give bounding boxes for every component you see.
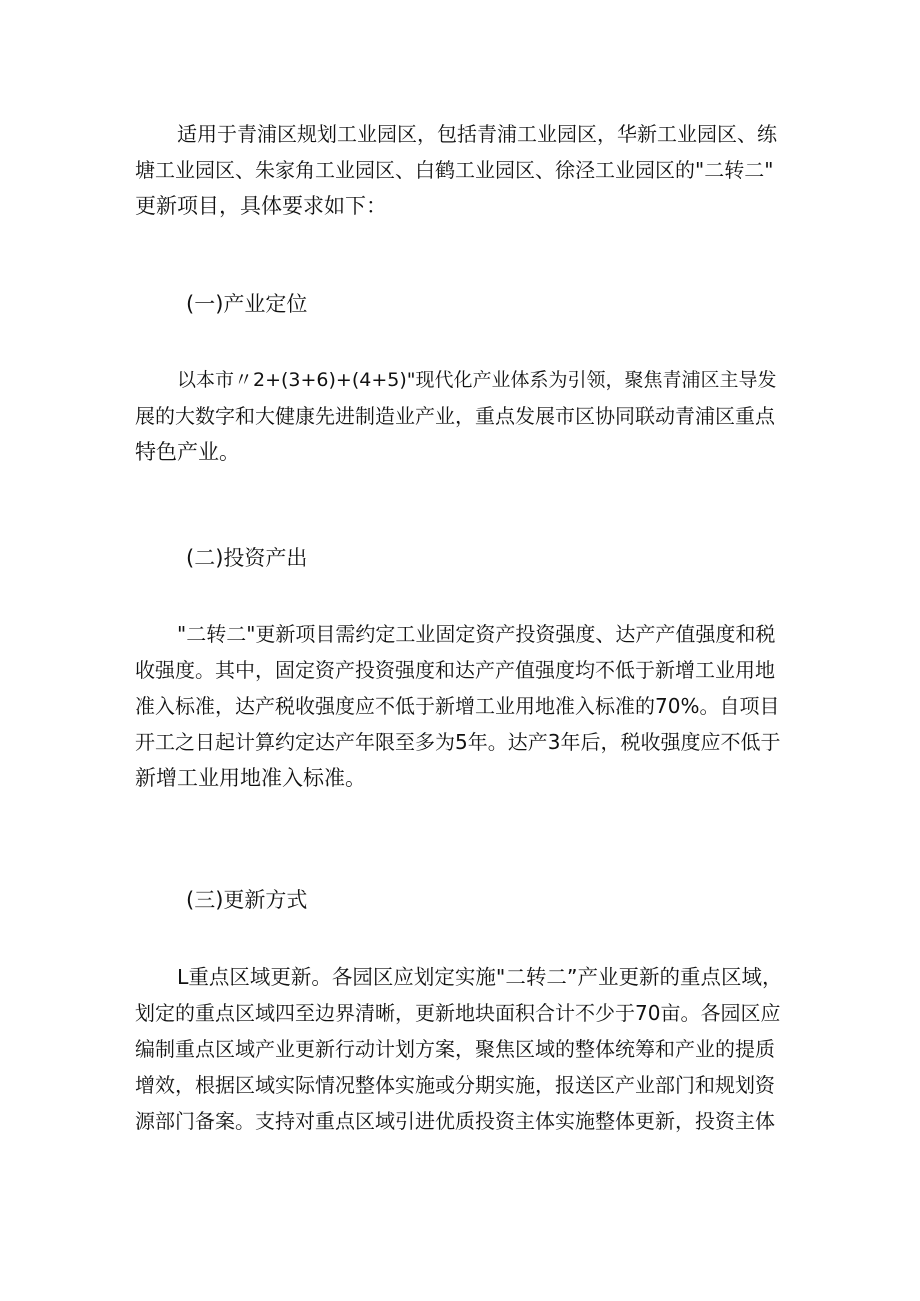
text-line: 新增工业用地准入标准。 (135, 766, 366, 790)
paragraph-investment-output (135, 616, 785, 796)
paragraph-scope (135, 116, 785, 224)
text-line: 增效，根据区域实际情况整体实施或分期实施，报送区产业部门和规划资 (135, 1073, 775, 1097)
text-line: 展的大数字和大健康先进制造业产业，重点发展市区协同联动青浦区重点 (135, 404, 775, 428)
text-line: 特色产业。 (135, 440, 240, 464)
paragraph-update-method (135, 959, 785, 1139)
text-line: 划定的重点区域四至边界清晰，更新地块面积合计不少于70亩。各园区应 (135, 1001, 781, 1025)
paragraph-industry-positioning (135, 362, 785, 470)
text-line: 收强度。其中，固定资产投资强度和达产产值强度均不低于新增工业用地 (135, 658, 775, 682)
text-line: 源部门备案。支持对重点区域引进优质投资主体实施整体更新，投资主体 (135, 1109, 775, 1133)
section-heading-investment-output: (二)投资产出 (186, 546, 308, 570)
text-line: L重点区域更新。各园区应划定实施"二转二”产业更新的重点区域， (177, 965, 783, 989)
text-line: 以本市〃2+(3+6)+(4+5)"现代化产业体系为引领，聚焦青浦区主导发 (177, 369, 777, 391)
text-line: 准入标准，达产税收强度应不低于新增工业用地准入标准的70%。自项目 (135, 694, 780, 718)
text-line: 编制重点区域产业更新行动计划方案，聚焦区域的整体统筹和产业的提质 (135, 1037, 775, 1061)
text-line: 适用于青浦区规划工业园区，包括青浦工业园区，华新工业园区、练 (177, 122, 777, 146)
section-heading-industry-positioning: (一)产业定位 (186, 292, 308, 316)
text-line: 开工之日起计算约定达产年限至多为5年。达产3年后，税收强度应不低于 (135, 730, 781, 754)
text-line: 更新项目，具体要求如下： (135, 194, 387, 218)
text-line: 塘工业园区、朱家角工业园区、白鹤工业园区、徐泾工业园区的"二转二" (135, 158, 774, 182)
text-line: "二转二"更新项目需约定工业固定资产投资强度、达产产值强度和税 (177, 622, 776, 646)
section-heading-update-method: (三)更新方式 (186, 888, 308, 912)
